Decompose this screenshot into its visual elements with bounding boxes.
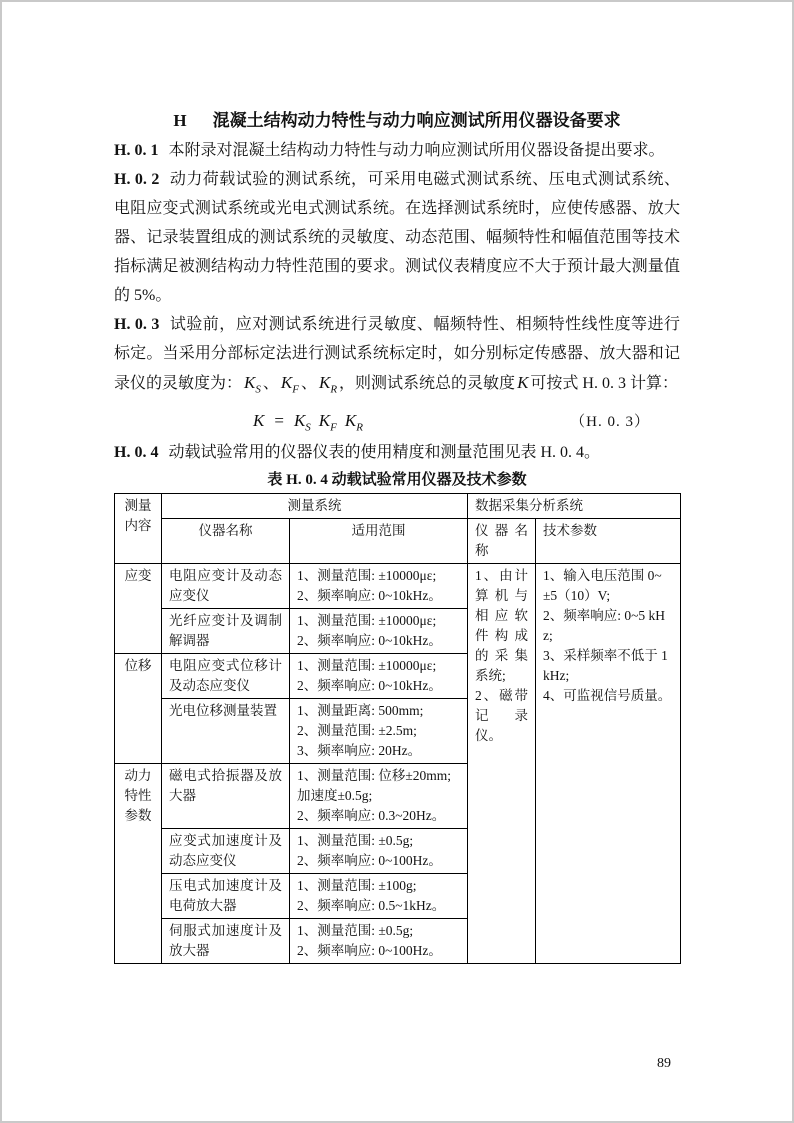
instrument-name-cell: 光纤应变计及调制解调器 [162,609,290,654]
symbol-kr: $K_R$ [318,373,338,396]
table-row [115,564,681,609]
instrument-name-cell: 压电式加速度计及电荷放大器 [162,874,290,919]
title-text: 混凝土结构动力特性与动力响应测试所用仪器设备要求 [212,111,621,130]
clause-text: 本附录对混凝土结构动力特性与动力响应测试所用仪器设备提出要求。 [168,142,665,159]
instrument-name-cell: 磁电式拾振器及放大器 [162,764,290,829]
table-caption: 表 H. 0. 4 动载试验常用仪器及技术参数 [267,472,527,489]
symbol-k: K [253,411,265,431]
header-measure-content: 测量内容 [115,494,162,564]
equals-sign: = [274,411,284,431]
page-title [114,106,680,136]
applicable-range-cell: 1、测量范围: ±10000με; 2、频率响应: 0~10kHz。 [290,609,468,654]
clause-text: 动载试验常用的仪器仪表的使用精度和测量范围见表 H. 0. 4。 [168,444,601,462]
instrument-name-cell: 光电位移测量装置 [162,699,290,764]
symbol-kf: $K_F$ [280,373,299,396]
document-content [2,106,792,964]
daq-instrument-cell: 1、由计算机与相应软件构成的采集系统; 2、磁带记录仪。 [468,564,536,964]
clause-label: H. 0. 1 [114,142,159,159]
symbol-kf: $K_F$ [318,411,337,434]
instrument-name-cell: 电阻应变计及动态应变仪 [162,564,290,609]
applicable-range-cell: 1、测量范围: ±10000με; 2、频率响应: 0~10kHz。 [290,564,468,609]
clause-label: H. 0. 2 [114,171,160,188]
header-measure-system: 测量系统 [162,494,468,519]
clause-h04 [114,438,680,467]
instruments-table [114,493,681,964]
symbol-kr: $K_R$ [344,411,363,434]
applicable-range-cell: 1、测量范围: ±0.5g; 2、频率响应: 0~100Hz。 [290,829,468,874]
equation-h03 [114,404,680,438]
symbol-ks: $K_S$ [293,411,311,434]
applicable-range-cell: 1、测量范围: ±100g; 2、频率响应: 0.5~1kHz。 [290,874,468,919]
separator: 、 [300,375,317,392]
applicable-range-cell: 1、测量距离: 500mm; 2、测量范围: ±2.5m; 3、频率响应: 20Hz。 [290,699,468,764]
clause-label: H. 0. 3 [114,316,160,333]
instrument-name-cell: 伺服式加速度计及放大器 [162,919,290,964]
symbol-ks: $K_S$ [244,373,261,396]
clause-h02 [114,165,680,310]
clause-label: H. 0. 4 [114,444,159,462]
instrument-name-cell: 应变式加速度计及动态应变仪 [162,829,290,874]
clause-h03 [114,310,680,404]
title-prefix: H [173,111,187,130]
header-daq-instrument-name: 仪 器 名 称 [468,519,536,564]
equation-number: （H. 0. 3） [570,414,650,431]
applicable-range-cell: 1、测量范围: 位移±20mm; 加速度±0.5g; 2、频率响应: 0.3~20Hz。 [290,764,468,829]
instrument-name-cell: 电阻应变式位移计及动态应变仪 [162,654,290,699]
group-displacement: 位移 [115,654,162,764]
group-strain: 应变 [115,564,162,654]
header-daq-system: 数据采集分析系统 [468,494,681,519]
clause-text: ，则测试系统总的灵敏度 [339,375,516,392]
clause-text: 试验前，应对测试系统进行灵敏度、幅频特性、相频特性线性度等进行标定。当采用分部标定法进行测试系统标定时，如分别标定传感器、放大器和记录仪的灵敏度为： [114,316,680,392]
header-instrument-name: 仪器名称 [162,519,290,564]
applicable-range-cell: 1、测量范围: ±10000με; 2、频率响应: 0~10kHz。 [290,654,468,699]
header-applicable-range: 适用范围 [290,519,468,564]
clause-text: 可按式 H. 0. 3 计算： [530,375,678,392]
page-number: 89 [657,1056,671,1071]
applicable-range-cell: 1、测量范围: ±0.5g; 2、频率响应: 0~100Hz。 [290,919,468,964]
group-dynamic-params: 动力特性参数 [115,764,162,964]
daq-params-cell: 1、输入电压范围 0~±5（10）V; 2、频率响应: 0~5 kHz; 3、采样频率不低于 1kHz; 4、可监视信号质量。 [536,564,681,964]
header-tech-params: 技术参数 [536,519,681,564]
symbol-k: K [517,373,529,392]
separator: 、 [262,375,279,392]
clause-h01 [114,136,680,165]
clause-text: 动力荷载试验的测试系统，可采用电磁式测试系统、压电式测试系统、电阻应变式测试系统或光电式测试系统。在选择测试系统时，应使传感器、放大器、记录装置组成的测试系统的灵敏度、动态范围、幅频特性和幅值范围等技术指标满足被测结构动力特性范围的要求。测试仪表精度应不大于预计最大测量值的 5%。 [114,171,680,304]
